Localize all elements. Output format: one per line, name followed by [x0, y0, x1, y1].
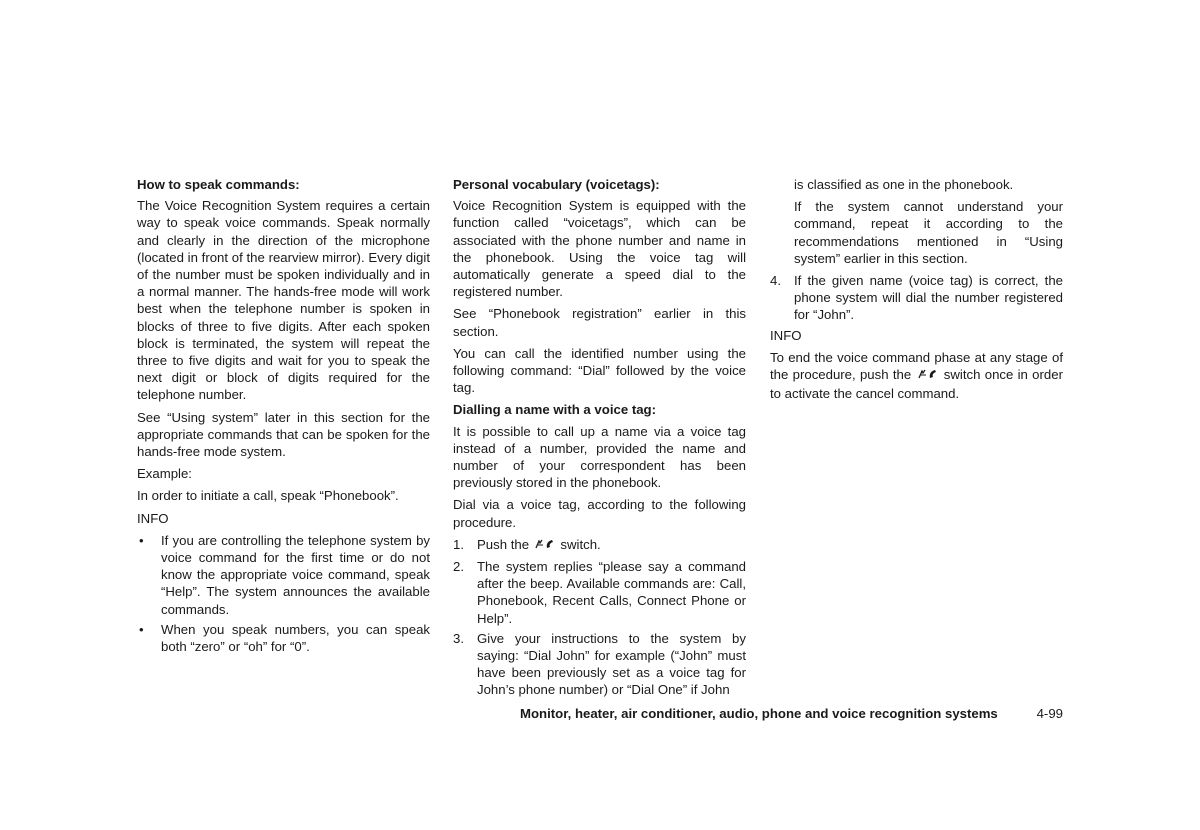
step-number: 4. [770, 273, 781, 289]
bullet-icon: • [139, 621, 144, 637]
paragraph: Dial via a voice tag, according to the following procedure. [453, 497, 746, 530]
heading-personal-vocabulary: Personal vocabulary (voicetags): [453, 177, 660, 192]
bullet-icon: • [139, 532, 144, 548]
list-item [453, 536, 746, 555]
paragraph [770, 349, 1063, 403]
list-item [453, 630, 746, 699]
info-label: INFO [137, 510, 169, 526]
column-right [770, 176, 1063, 407]
list-item [137, 621, 430, 655]
list-item [137, 532, 430, 618]
paragraph: It is possible to call up a name via a voice tag instead of a number, provided the name and number of your correspondent has been previously stored in the phonebook. [453, 423, 746, 491]
column-left [137, 176, 430, 658]
voice-phone-switch-icon [916, 368, 940, 385]
footer-title: Monitor, heater, air conditioner, audio, phone and voice recognition systems [520, 706, 998, 721]
step-text: The system replies “please say a command after the beep. Available commands are: Call, Phonebook, Recent Calls, Connect Phone or Help”. [477, 559, 746, 626]
info-text: switch once in order to activate the cancel command. [770, 367, 1063, 402]
step-text: Give your instructions to the system by saying: “Dial John” for example (“John” must have been previously set as a voice tag for John’s phone number) or “Dial One” if John [477, 630, 746, 698]
step-continuation: is classified as one in the phonebook. [794, 177, 1014, 192]
paragraph: You can call the identified number using the following command: “Dial” followed by the voice tag. [453, 345, 746, 396]
step-text: Push the [477, 536, 530, 552]
page-number: 4-99 [1036, 706, 1063, 721]
example-text: In order to initiate a call, speak “Phonebook”. [137, 488, 399, 504]
bullet-text: If you are controlling the telephone system by voice command for the first time or do not know the appropriate voice command, speak “Help”. The system announces the available commands. [161, 532, 430, 617]
step-number: 3. [453, 630, 464, 646]
paragraph: The Voice Recognition System requires a certain way to speak voice commands. Speak normally and clearly in the direction of the microphone (located in front of the rearview mirror). Every digit of the number must be spoken individually and in a normal manner. The hands-free mode will work best when the telephone number is spoken in blocks of three to five digits. After each spoken block is terminated, the system will repeat the three to five digits and wait for you to speak the next digit or block of digits required for the telephone number. [137, 198, 430, 403]
voice-phone-switch-icon [533, 538, 557, 555]
step-number: 1. [453, 536, 464, 552]
step-text: If the given name (voice tag) is correct, the phone system will dial the number registered for “John”. [794, 273, 1063, 323]
heading-dialling-voice-tag: Dialling a name with a voice tag: [453, 402, 656, 418]
step-note: If the system cannot understand your command, repeat it according to the recommendations mentioned in “Using system” earlier in this section. [794, 199, 1063, 266]
info-text: To end the voice command phase at any stage of the procedure, push the [770, 349, 1063, 383]
paragraph: Voice Recognition System is equipped with the function called “voicetags”, which can be associated with the phone number and name in the phonebook. Using the voice tag will automatically generate a speed dial to the registered number. [453, 198, 746, 300]
paragraph: See “Phonebook registration” earlier in this section. [453, 306, 746, 339]
bullet-text: When you speak numbers, you can speak both “zero” or “oh” for “0”. [161, 621, 430, 655]
info-label: INFO [770, 327, 802, 343]
list-item [770, 272, 1063, 324]
example-label: Example: [137, 466, 192, 482]
step-number: 2. [453, 559, 464, 575]
list-item [453, 558, 746, 627]
page-footer [520, 706, 1063, 721]
column-middle [453, 176, 746, 702]
step-text: switch. [560, 536, 601, 552]
paragraph: See “Using system” later in this section for the appropriate commands that can be spoken for the hands-free mode system. [137, 409, 430, 460]
heading-how-to-speak: How to speak commands: [137, 177, 300, 192]
